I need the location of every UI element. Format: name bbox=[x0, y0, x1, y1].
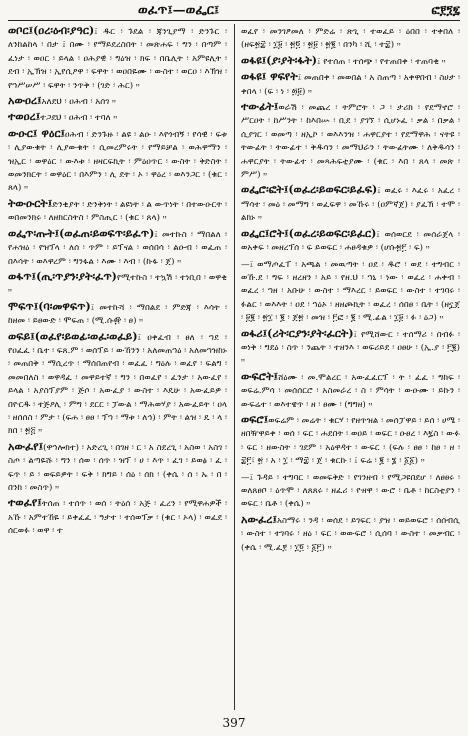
entry-definition: ፤ ዱር ፡ ጉደል ፡ ጃንጊያማ ፡ ድንጉር ፡ ለንከልከላ ፡ በታ ፤ በሙ ፡ የማይደረስበት ፡ መጽሐፍ ፡ ግን ፡ በጣም ፡ ፈነታ ፡ ወዐር ፡ ይላል ፡ ዐሕያዊ ፡ ግዕዝ ፡ ክፍ ፡ በቤሊት ፡ አምዩሊት ፡ ደብ ፡ ኢኽዝ ፡ ኢየሲዖዋ ፡ ፍዋት ፡ ወዐበዬሙ ፡ ውስተ ፡ ወርዐ ፡ እኽዝ ፡ የኀሥሠሥ ፡ ፍዋት ፡ ንጥቅ ፡ (ገድ ፡ ሕር) ። bbox=[8, 27, 227, 91]
entry-definition: አስማሩ ፡ ንዳ ፡ ወሰደ ፡ ይገፍር ፡ ያዝ ፡ ወይወፍሮ ፡ ሰሰብሲ ፡ ውስተ ፡ ተገባሩ ፡ ዘዕ ፡ ፍር ፡ ወውፍሮ ፡ ሲሰባ ፡ ውስተ ፡ መቃብር ፡ (ቀሴ ፡ ሚ.ፈ፻ ፡ ፲፬ ፡ ፩፫) ። bbox=[241, 515, 460, 553]
entry-definition: ተጋደህ ፡ ዐሕብ ፡ ተባለ ። bbox=[40, 113, 118, 124]
dictionary-entry bbox=[241, 183, 460, 225]
running-header bbox=[0, 0, 468, 22]
entry-definition: ወፈየ ፡ መንገፆመለ ፡ ምድሬ ፡ ጽጊ ፡ ተወፈይ ፡ ዕበበ ፡ ተቀበለ ፡ (ዘፍ፳፰ ፡ ፲፱ ፡ ፳፬ ፡ ፳፱ ፡ ፳፪ ፡ በንካ ፡ ሺ ፡ ተ፰) ። bbox=[241, 27, 460, 51]
entry-headword: ወቦር፤(ዐረ፡ዕብ፡ያዓር) bbox=[8, 24, 95, 37]
entry-definition: ወፍሬም ፡ መሬት ፡ ቁርሃ ፡ የዘጥዝል ፡ መሰፓዋይ ፡ ይሰ ፡ ሀሜ ፡ ዘበዥዋይቀ ፡ ወሰ ፡ ፍር ፡ ሐደበት ፡ ወዐይ ፡ ወፍር ፡ ዑፀረ ፡ እ፯ስ ፡ ውፉ ፡ ፍር ፡ ዘውስት ፡ ገደም ፡ አዕዋዳተ ፡ ውፍር ፡ (ፍሉ ፡ ፀፀ ፡ ከፀ ፡ ዘ ፡ ፰፫፣ ፳ ፡ አ ፡ ፲ ፡ ማ፰ ፡ ጀ ፡ ቁርኩ ፡ ፤ ፍሬ ፡ ፪ ፡ ፮ ፡ ፩፩) ። bbox=[241, 415, 460, 467]
entry-definition: ወራሽ ፡ መጨረ ፡ ትምሮት ፡ ጋ ፡ ታሪክ ፡ የደማኖሮ ፡ ሥርዐት ፡ ከሥንት ፡ ከእበሡ ፡ ቢደ ፡ ያገኘ ፡ ሲሆኑፈ ፡ ቃል ፡ በቃል ፡ ሲያገር ፡ ወመጣ ፡ ዘኢኮ ፡ ወእእንዝ ፡ ሐዋርያተ ፡ የደማዋሕ ፡ ናትዩ ፡ ትውፊት ፡ ትውፊተ ፡ ቅዱሳን ፡ መማህራን ፡ ትውፊትሙ ፡ ለቅዱሳን ፡ ሐዋርያት ፡ ትውፊተ ፡ መጻሕፍቲያሙ ፡ (ቁር ፡ እበ ፡ ጸላ ፡ መጽ ፡ ምሥ) ። bbox=[241, 103, 460, 181]
dictionary-entry bbox=[8, 496, 227, 538]
page-label: ፎ፻፺፯ bbox=[431, 3, 460, 17]
entry-definition: ፤ ዐቀፈብ ፡ ፀለ ፡ ኀደ ፡ የዐፈፈ ፡ ቤተ ፡ ፍጸ.ም ፡ ወሰፕይ ፡ ውኸንን ፡ አለመጠኀዕ ፡ አለመኀዝከኑ ፡ መጠበቅ ፡ ማሲረጥ ፡ ማሰበጠየብ ፡ ወፈፈ ፡ ግዕሉ ፡ ወፈየ ፡ ፍልግ ፡ መመበለስ ፡ ወዋዳፈ ፡ መዋይተኛ ፡ ግን ፡ በወፈየ ፡ ፈንታ ፡ አውፈየ ፡ ይላል ፡ አያስፕያም ፡ ጅሶ ፡ አውፈያ ፡ ውስተ ፡ እዴሁ ፡ አውፈይዎ ፡ በዮርዱ ፡ ተጅዖሊ ፡ ምግ ፡ ደርር ፡ ፓውል ፡ ማሕወሃያ ፡ አውፈይት ፡ ዐላ ፡ ዘሰሰስ ፡ ምታ ፡ (ፍሐ ፡ ፀፀ ፡ ፕኀ ፡ ማቱ ፡ ለኅ) ፡ ምት ፡ ልዝ ፡ ዴ ፡ ላ ፡ ክበ ፡ ፳፭ ። bbox=[8, 332, 227, 437]
entry-headword: አውዐረ፤ bbox=[8, 94, 42, 108]
dictionary-entry bbox=[241, 257, 460, 326]
entry-headword: ወፌር፤ሮት፤(ወፈረ፡ይወፍር፡ይፈር) bbox=[241, 226, 377, 240]
entry-definition: ድንቂያት ፡ ድንቅነት ፡ ልዩነት ፡ ል ውጥነት ፡ በተውዑርት ፡ ወበመንክሩ ፡ ለዘክርስትስ ፡ ምስጢር ፡ (ቁር ፡ ጸላ) ። bbox=[8, 199, 227, 224]
dictionary-entry bbox=[8, 94, 227, 109]
entry-definition: ፤ የሚሸውር ፡ ተሰማሪ ፡ በብፉ ፡ ወነቅ ፡ ግደዕ ፡ ስጥ ፡ ንጨት ፡ ተዘንእ ፡ ወፍሪይደ ፡ ዐፀሁ ፡ (ኢ.ያ ፡ ፫፪) ። bbox=[241, 329, 460, 367]
entry-definition: ፤ መተኩስ ፡ ማበልለ ፡ የሐዝዕ ፡ የዝፕላ ፡ ለሰ ፡ ጥም ፡ ይፕናል ፡ ወሰበሳ ፡ ልዑብ ፡ ወፈጠ ፡ በእሳት ፡ ወእዋረም ፡ ግንፋል ፡ እሙ ፡ እብ ፡ (ኩፋ ፡ ጀ) ። bbox=[8, 229, 227, 267]
entry-definition: የሚተኩስ ፡ ተኳሽ ፡ ተነቢበ ፡ ወዋቂ ። bbox=[8, 272, 227, 297]
entry-headword: ሞፍጥ፤(ባ፡መዋፍጥ) bbox=[8, 299, 91, 313]
dictionary-entry bbox=[241, 54, 460, 69]
dictionary-entry bbox=[241, 100, 460, 182]
right-column bbox=[241, 24, 460, 710]
dictionary-entry bbox=[8, 440, 227, 496]
entry-definition: ፤ መተኩሻ ፡ ማበልደ ፡ ምድጃ ፡ እሳት ፡ ከዘመ ፡ ይፀውድ ፡ ሞፍጠ ፡ (ሚ.ሱ፼ ፡ ፀ) ። bbox=[8, 302, 227, 327]
dictionary-entry bbox=[241, 227, 460, 256]
entry-definition: ፤ መጠበቀ ፡ መወበል ፡ አ ስጠጣ ፡ አቀዋበብ ፡ ስሀታ ፡ ቀበላ ፡ (ፍ ፡ ነ ፡ ፴፱) ። bbox=[241, 73, 460, 97]
entry-headword: ወፌሮ፡ፎት፤(ወፈረ፡ይወፍር፡ይፈፍ) bbox=[241, 183, 378, 197]
entry-definition: ፤ የተሰጠ ፡ ተሰጭ ፡ የተጠበቀ ፡ ተጠባቂ ። bbox=[316, 56, 446, 67]
entry-headword: ተወዐረ፤ bbox=[8, 110, 41, 124]
entry-headword: ወፋዩ፤(ያ፡ያት፡ፋት) bbox=[241, 53, 317, 67]
entry-headword: ውፍሮት፤ bbox=[241, 369, 279, 383]
entry-headword: ተወፈየ፤ bbox=[8, 496, 42, 510]
entry-headword: ወፋዩ፤ ዋፍየት bbox=[241, 70, 298, 84]
dictionary-entry bbox=[8, 270, 227, 299]
entry-definition: ዐሕብ ፡ ድንጉዙ ፡ ልዩ ፡ ልዑ ፡ እየጎብኝ ፡ የሳዊ ፡ ፍቱ ፡ ሊያውቁት ፡ ሊያውቁት ፡ ሲመረምሩት ፡ የማይቻል ፡ ወሕዋማን ፡ ዝኢር ፡ ወዋዕር ፡ ውእቱ ፡ ዘዛርፍኪት ፡ ምዕዐጥር ፡ ውስት ፡ ቅድስት ፡ ወመንክርት ፡ ወዋዕር ፡ በእምን ፡ ሊ ደት ፡ ኦ ፡ ዋዕረ ፡ ወእንጋር ፡ (ቁር ፡ ጸላ) ። bbox=[8, 129, 227, 194]
header-rule bbox=[8, 20, 460, 21]
dictionary-entry bbox=[8, 110, 227, 125]
entry-headword: ወፍሮ፤ bbox=[241, 412, 269, 426]
entry-definition: (ዋኀሎክተ) ፡ አድረጊ ፡ በገዘ ፡ ር ፡ አ ስደረጊ ፡ አስወ ፡ አስገ ፡ ስጦ ፡ ልጣዬሹ ፡ ግን ፡ ሰወ ፡ ሰጥ ፡ ዝፕ ፡ ሀ ፡ እጥ ፡ ፈገ ፡ ይወፅ ፡ ፈ ፡ ፍጥ ፡ ይ ፡ ወፍይዎት ፡ ፍቅ ፡ ክግይ ፡ ሰዕ ፡ ሰክ ፡ (ቀሴ ፡ ሰ ፡ ኡ ፡ በ ፡ በንከ ፡ መስጥ) ። bbox=[8, 442, 227, 493]
dictionary-entry bbox=[241, 327, 460, 369]
left-column bbox=[8, 24, 227, 710]
entry-definition: ትሰጠ ፡ ተሰጥ ፡ ወሰ ፡ ትዕሰ ፡ አጅ ፡ ፈረን ፡ የሚዋሐዎች ፡ አኹ ፡ አምተኸዬ ፡ ይቀፈፈ ፡ ዓታተ ፡ ተሰወፕቃ ፡ (ቁር ፡ ኦላ) ፡ ወፈደ ፡ ሰርወፉ ፡ ወዋ ፡ ተ bbox=[8, 499, 227, 537]
entry-definition: ሸዕሙ ፡ መ.ሞልረር ፡ አውፈፈርፕ ፡ ት ፡ ፈፈ ፡ ግከፍ ፡ ወፍሬ.ምሳ ፡ መሰሰርሮ ፡ አስመራረ ፡ ስ ፡ ምሳት ፡ ውዑሙ ፡ ይኩን ፡ ውፍሬተ ፡ ወእተዌጥ ፡ ዘ ፡ ፀሙ ፡ (ግግዘ) ። bbox=[241, 372, 460, 410]
entry-definition: አለደህ ፡ ዐሕብ ፡ አሰገ ። bbox=[41, 97, 117, 108]
dictionary-entry bbox=[241, 24, 460, 53]
entry-headword: ወፍይ፤(ወፈየ፡ይወፊ፡ወፈ፡ወፈይ) bbox=[8, 329, 138, 343]
dictionary-entry bbox=[8, 300, 227, 329]
dictionary-entry bbox=[241, 413, 460, 469]
entry-headword: ውዑር፤ ዋዕር፤ bbox=[8, 126, 66, 140]
dictionary-entry bbox=[241, 370, 460, 412]
dictionary-entry bbox=[8, 227, 227, 269]
entry-headword: ትውዑርት፤ bbox=[8, 196, 53, 210]
entry-headword: ተውፊት፤ bbox=[241, 100, 279, 114]
dictionary-entry bbox=[241, 70, 460, 99]
running-head-title: ወፈጥ፤—ወፌር፤ bbox=[138, 3, 220, 18]
dictionary-entry bbox=[8, 24, 227, 93]
entry-headword: ወፌጥ፡ጡት፤(ወፈጠ፡ይወፍጥ፡ይፈጥ) bbox=[8, 226, 155, 240]
entry-headword: ወፋሪ፤(ሪት፡ርያን፡ያት፡ፈርት) bbox=[241, 326, 354, 340]
entry-headword: ወፋጥ፤(ጢ፡ጥያን፡ያት፡ፈጥ) bbox=[8, 269, 117, 283]
entry-definition: —፤ ጉዳይ ፡ ተግባር ፡ ወመፍቅድ ፡ የገንዘብ ፡ የሚጋዩበደሆ ፡ ለፀፀሩ ፡ ወለጸፀቦ ፡ ዕጥሞ ፡ ለጸጸሩ ፡ ዘፈሪ ፡ ዮዘዋ ፡ ውሮ ፡ ቤቶ ፡ ከርስቲያን ፡ ወፍር ፡ ቤቶ ፡ (ቀሴ) ። bbox=[241, 472, 460, 510]
dictionary-entry bbox=[8, 330, 227, 439]
dictionary-entry bbox=[241, 470, 460, 512]
entry-definition: ፤ ወሰወርደ ፡ መሰራጀላ ፡ ወአቀፍ ፡ መዘረፕሰ ፡ ፍ ይወፍር ፡ ሐፀዳቁዎ ፡ (ሆሱ፳፫ ፡ ፍ) ። bbox=[241, 229, 460, 254]
entry-headword: አውፈየ፤ bbox=[8, 439, 44, 453]
entry-definition: —፤ ወማጦፈፐ ፡ አጫል ፡ መዉጣት ፡ ዐደ ፡ ዱሮ ፡ ወደ ፡ ተግብር ፡ ወኹ.ደ ፡ ግፍ ፡ ዘረዘን ፡ አይ ፡ የዘ.ህ ፡ ኀኒ ፡ ነው ፡ ወፈረ ፡ ሐቀብ ፡ ወፈረ ፡ ኀዘ ፡ አቡሁ ፡ ውስተ ፡ ማእረር ፡ ይወፍር ፡ ውስተ ፡ ተገባሩ ፡ ፉልር ፡ ወእእት ፡ ዐደ ፡ ኀዕኦ ፡ ዘዘጮኪት ፡ ወፈረ ፡ ሰበፀ ፡ ቤት ፡ (ዘኗጀ ፡ ፱፪ ፡ ፳፲ ፡ ፪ ፡ ጀ፳ ፡ መዝ ፡ ፫ፎ ፡ ፪ ፡ ሚ.ፊል ፡ ፲፱ ፡ ፉ ፡ ዕጋ) ። bbox=[241, 259, 460, 324]
dictionary-entry bbox=[8, 127, 227, 196]
page-number: 397 bbox=[222, 716, 246, 730]
entry-headword: አውፈረ፤ bbox=[241, 512, 277, 526]
column-divider bbox=[234, 24, 235, 710]
dictionary-entry bbox=[241, 513, 460, 555]
dictionary-columns bbox=[8, 24, 460, 710]
entry-definition: ፤ ወፈሩ ፡ እፈሩ ፡ አፈረ ፡ ማሳተ ፡ መዕ ፡ መማግ ፡ ወፈፍዋ ፡ መኹሩ ፡ (ዐምኛጀ) ፡ ያፈኽ ፡ ተሞ ፡ ልክኑ ። bbox=[241, 186, 460, 224]
dictionary-entry bbox=[8, 197, 227, 226]
